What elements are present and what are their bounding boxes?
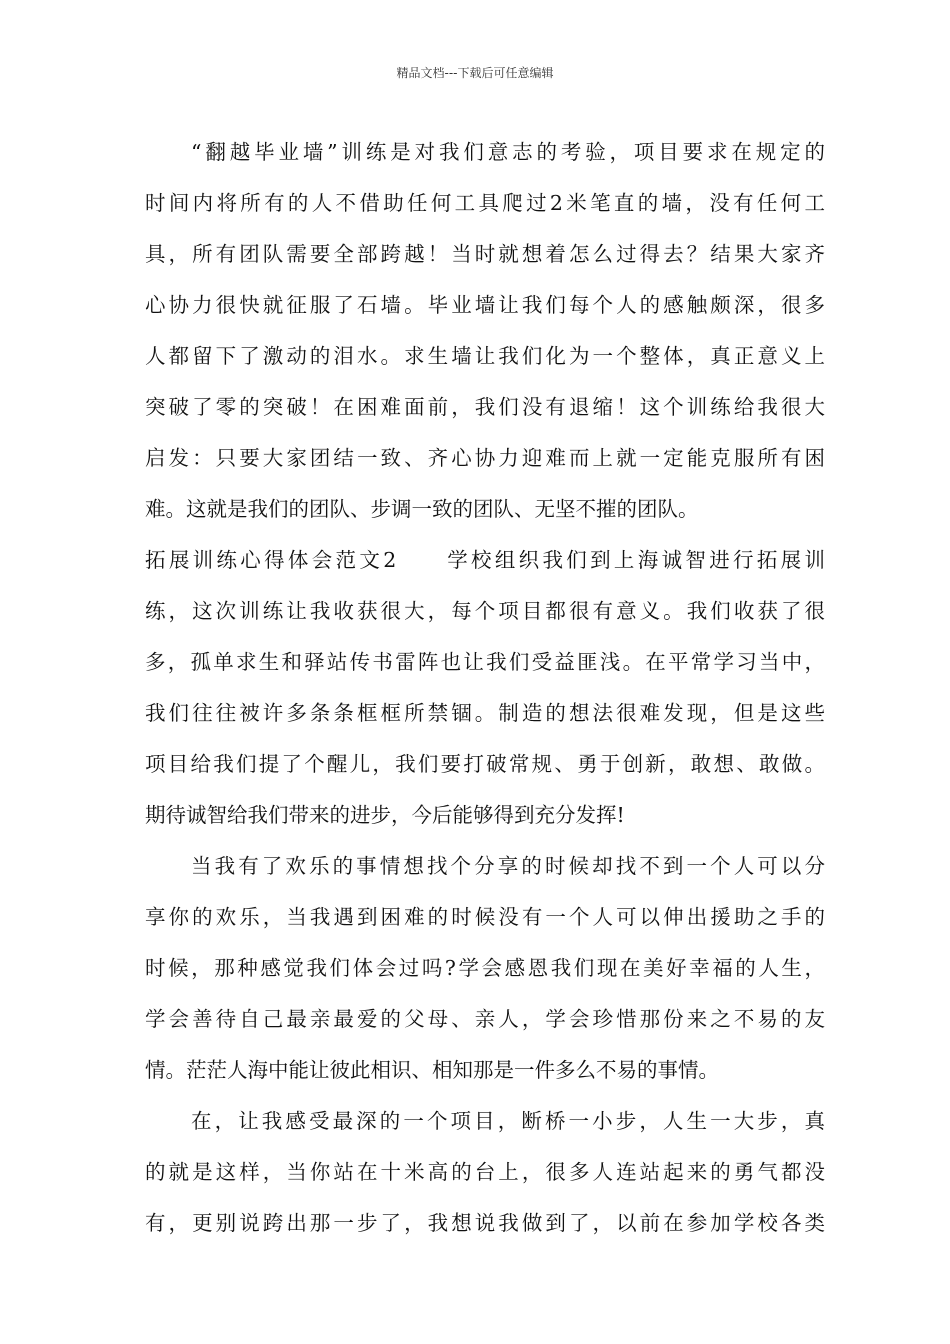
body-line: 启发：只要大家团结一致、齐心协力迎难而上就一定能克服所有困 xyxy=(145,446,825,470)
body-line: 多，孤单求生和驿站传书雷阵也让我们受益匪浅。在平常学习当中， xyxy=(145,650,825,674)
body-line: 心协力很快就征服了石墙。毕业墙让我们每个人的感触颇深，很多 xyxy=(145,293,825,317)
body-line: 的就是这样，当你站在十米高的台上，很多人连站起来的勇气都没 xyxy=(145,1160,825,1184)
body-line: 期待诚智给我们带来的进步，今后能够得到充分发挥! xyxy=(145,803,625,827)
body-line: 项目给我们提了个醒儿，我们要打破常规、勇于创新，敢想、敢做。 xyxy=(145,752,825,776)
body-line: 时候，那种感觉我们体会过吗?学会感恩我们现在美好幸福的人生， xyxy=(145,956,825,980)
body-line: “翻越毕业墙”训练是对我们意志的考验，项目要求在规定的 xyxy=(191,140,825,164)
document-body xyxy=(145,132,825,1254)
body-line: 在，让我感受最深的一个项目，断桥一小步，人生一大步，真 xyxy=(191,1109,825,1133)
body-line: 享你的欢乐，当我遇到困难的时候没有一个人可以伸出援助之手的 xyxy=(145,905,825,929)
page-header: 精品文档---下载后可任意编辑 xyxy=(396,66,554,80)
body-line: 学会善待自己最亲最爱的父母、亲人，学会珍惜那份来之不易的友 xyxy=(145,1007,825,1031)
body-line: 拓展训练心得体会范文2 学校组织我们到上海诚智进行拓展训 xyxy=(145,548,825,572)
body-line: 有，更别说跨出那一步了，我想说我做到了，以前在参加学校各类 xyxy=(145,1211,825,1235)
body-line: 难。这就是我们的团队、步调一致的团队、无坚不摧的团队。 xyxy=(145,497,699,521)
body-line: 情。茫茫人海中能让彼此相识、相知那是一件多么不易的事情。 xyxy=(145,1058,719,1082)
body-line: 突破了零的突破！在困难面前，我们没有退缩！这个训练给我很大 xyxy=(145,395,825,419)
body-line: 具，所有团队需要全部跨越！当时就想着怎么过得去？结果大家齐 xyxy=(145,242,825,266)
body-line: 时间内将所有的人不借助任何工具爬过2米笔直的墙，没有任何工 xyxy=(145,191,825,215)
body-line: 练，这次训练让我收获很大，每个项目都很有意义。我们收获了很 xyxy=(145,599,825,623)
body-line: 当我有了欢乐的事情想找个分享的时候却找不到一个人可以分 xyxy=(191,854,825,878)
body-line: 我们往往被许多条条框框所禁锢。制造的想法很难发现，但是这些 xyxy=(145,701,825,725)
body-line: 人都留下了激动的泪水。求生墙让我们化为一个整体，真正意义上 xyxy=(145,344,825,368)
